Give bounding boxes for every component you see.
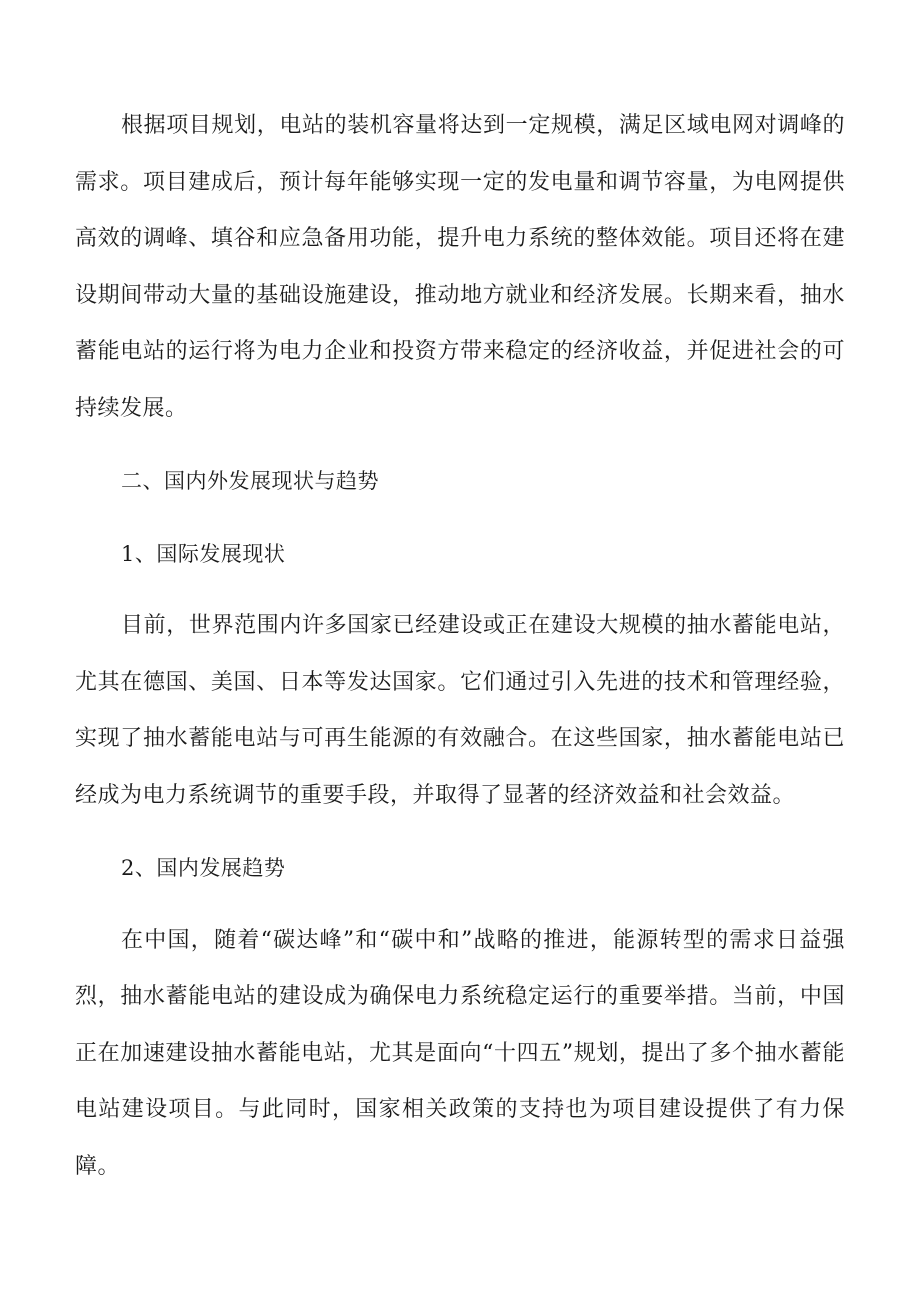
spacer [75, 510, 845, 526]
spacer [75, 582, 845, 598]
subsection-heading-international-status: 1、国际发展现状 [121, 541, 286, 566]
spacer [75, 437, 845, 453]
document-body [75, 98, 845, 1195]
spacer [75, 897, 845, 913]
paragraph-domestic-trend: 在中国，随着“碳达峰”和“碳中和”战略的推进，能源转型的需求日益强烈，抽水蓄能电站的建设成为确保电力系统稳定运行的重要举措。当前，中国正在加速建设抽水蓄能电站，尤其是面向“十四五”规划，提出了多个抽水蓄能电站建设项目。与此同时，国家相关政策的支持也为项目建设提供了有力保障。 [75, 927, 845, 1179]
subsection-heading-domestic-trend: 2、国内发展趋势 [121, 856, 286, 880]
section-heading-domestic-foreign-status: 二、国内外发展现状与趋势 [121, 469, 379, 493]
paragraph-project-plan: 根据项目规划，电站的装机容量将达到一定规模，满足区域电网对调峰的需求。项目建成后，预计每年能够实现一定的发电量和调节容量，为电网提供高效的调峰、填谷和应急备用功能，提升电力系统的整体效能。项目还将在建设期间带动大量的基础设施建设，推动地方就业和经济发展。长期来看，抽水蓄能电站的运行将为电力企业和投资方带来稳定的经济收益，并促进社会的可持续发展。 [75, 113, 845, 421]
paragraph-international-status: 目前，世界范围内许多国家已经建设或正在建设大规模的抽水蓄能电站，尤其在德国、美国、日本等发达国家。它们通过引入先进的技术和管理经验，实现了抽水蓄能电站与可再生能源的有效融合。在这些国家，抽水蓄能电站已经成为电力系统调节的重要手段，并取得了显著的经济效益和社会效益。 [75, 613, 845, 808]
spacer [75, 824, 845, 840]
